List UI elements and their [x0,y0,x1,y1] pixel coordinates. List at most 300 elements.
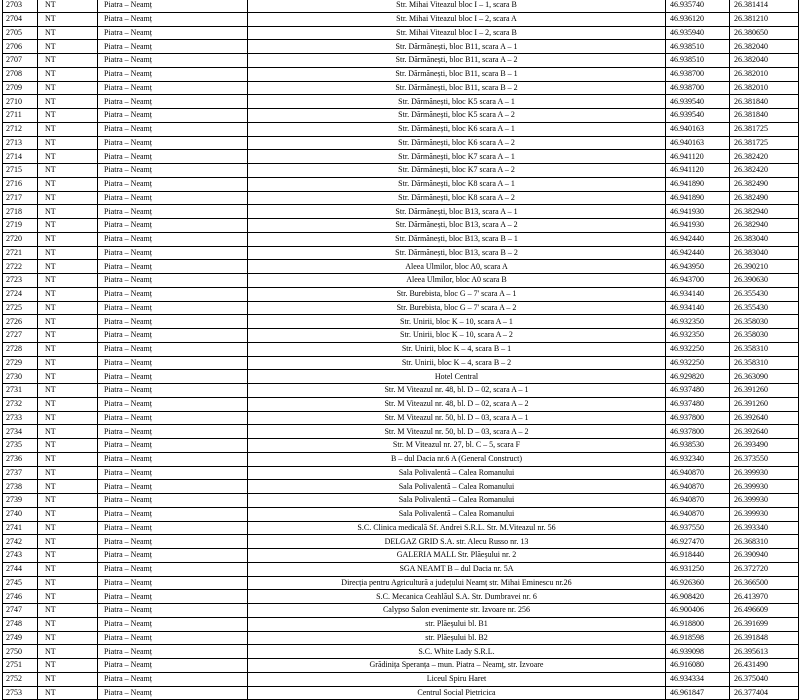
table-row [3,26,799,40]
longitude-cell: 26.382940 [730,219,799,233]
latitude-cell: 46.961847 [666,686,730,700]
row-number-cell: 2717 [3,191,38,205]
latitude-cell: 46.940870 [666,480,730,494]
locality-cell: Piatra – Neamț [98,425,248,439]
table-row [3,274,799,288]
table-row [3,109,799,123]
address-cell: Str. Dărmănești, bloc K8 scara A – 2 [248,191,666,205]
table-row [3,397,799,411]
row-number-cell: 2730 [3,370,38,384]
table-row [3,67,799,81]
locality-cell: Piatra – Neamț [98,397,248,411]
locality-cell: Piatra – Neamț [98,301,248,315]
locality-cell: Piatra – Neamț [98,26,248,40]
locality-cell: Piatra – Neamț [98,562,248,576]
county-code-cell: NT [38,659,98,673]
latitude-cell: 46.938510 [666,54,730,68]
county-code-cell: NT [38,219,98,233]
locality-cell: Piatra – Neamț [98,659,248,673]
latitude-cell: 46.937480 [666,397,730,411]
longitude-cell: 26.399930 [730,466,799,480]
table-row [3,150,799,164]
longitude-cell: 26.392640 [730,425,799,439]
latitude-cell: 46.918800 [666,617,730,631]
county-code-cell: NT [38,274,98,288]
latitude-cell: 46.942440 [666,232,730,246]
address-cell: Str. Burebista, bloc G – 7' scara A – 1 [248,287,666,301]
county-code-cell: NT [38,342,98,356]
longitude-cell: 26.380650 [730,26,799,40]
longitude-cell: 26.382420 [730,164,799,178]
county-code-cell: NT [38,356,98,370]
locality-cell: Piatra – Neamț [98,274,248,288]
address-cell: Str. Dărmănești, bloc K5 scara A – 1 [248,95,666,109]
latitude-cell: 46.927470 [666,535,730,549]
locality-cell: Piatra – Neamț [98,590,248,604]
longitude-cell: 26.381210 [730,12,799,26]
address-cell: Str. Dărmănești, bloc K6 scara A – 2 [248,136,666,150]
row-number-cell: 2728 [3,342,38,356]
county-code-cell: NT [38,397,98,411]
address-cell: Centrul Social Pietricica [248,686,666,700]
latitude-cell: 46.934140 [666,301,730,315]
address-cell: str. Plăeșului bl. B2 [248,631,666,645]
latitude-cell: 46.941930 [666,205,730,219]
table-row [3,617,799,631]
row-number-cell: 2732 [3,397,38,411]
row-number-cell: 2703 [3,0,38,12]
address-cell: Liceul Spiru Haret [248,672,666,686]
latitude-cell: 46.941930 [666,219,730,233]
address-cell: Str. Dărmănești, bloc B13, scara B – 2 [248,246,666,260]
table-row [3,232,799,246]
row-number-cell: 2707 [3,54,38,68]
locality-cell: Piatra – Neamț [98,686,248,700]
locality-cell: Piatra – Neamț [98,370,248,384]
longitude-cell: 26.358310 [730,342,799,356]
locality-cell: Piatra – Neamț [98,122,248,136]
table-row [3,122,799,136]
table-row [3,95,799,109]
table-row [3,604,799,618]
address-cell: Str. Dărmănești, bloc B11, scara A – 1 [248,40,666,54]
locality-cell: Piatra – Neamț [98,617,248,631]
row-number-cell: 2712 [3,122,38,136]
county-code-cell: NT [38,535,98,549]
row-number-cell: 2748 [3,617,38,631]
latitude-cell: 46.938510 [666,40,730,54]
county-code-cell: NT [38,576,98,590]
row-number-cell: 2743 [3,549,38,563]
county-code-cell: NT [38,109,98,123]
longitude-cell: 26.372720 [730,562,799,576]
address-cell: Str. M Viteazul nr. 50, bl. D – 03, scara A – 1 [248,411,666,425]
latitude-cell: 46.939098 [666,645,730,659]
address-cell: SGA NEAMT B – dul Dacia nr. 5A [248,562,666,576]
row-number-cell: 2741 [3,521,38,535]
locality-cell: Piatra – Neamț [98,384,248,398]
address-cell: Str. Unirii, bloc K – 10, scara A – 1 [248,315,666,329]
address-cell: Str. M Viteazul nr. 27, bl. C – 5, scara F [248,439,666,453]
county-code-cell: NT [38,329,98,343]
longitude-cell: 26.390630 [730,274,799,288]
locations-table [2,0,799,700]
address-cell: Direcția pentru Agricultură a județului Neamț str. Mihai Eminescu nr.26 [248,576,666,590]
county-code-cell: NT [38,136,98,150]
county-code-cell: NT [38,507,98,521]
locality-cell: Piatra – Neamț [98,452,248,466]
table-row [3,590,799,604]
row-number-cell: 2745 [3,576,38,590]
county-code-cell: NT [38,590,98,604]
address-cell: Str. Dărmănești, bloc B11, scara B – 2 [248,81,666,95]
address-cell: S.C. White Lady S.R.L. [248,645,666,659]
table-row [3,0,799,12]
locality-cell: Piatra – Neamț [98,287,248,301]
address-cell: Str. Dărmănești, bloc K7 scara A – 2 [248,164,666,178]
table-row [3,287,799,301]
table-row [3,136,799,150]
longitude-cell: 26.383040 [730,232,799,246]
latitude-cell: 46.932340 [666,452,730,466]
address-cell: Str. Unirii, bloc K – 4, scara B – 1 [248,342,666,356]
county-code-cell: NT [38,452,98,466]
latitude-cell: 46.941120 [666,150,730,164]
address-cell: S.C. Clinica medicală Sf. Andrei S.R.L. Str. M.Viteazul nr. 56 [248,521,666,535]
county-code-cell: NT [38,232,98,246]
table-row [3,672,799,686]
locality-cell: Piatra – Neamț [98,95,248,109]
row-number-cell: 2711 [3,109,38,123]
row-number-cell: 2719 [3,219,38,233]
locality-cell: Piatra – Neamț [98,164,248,178]
locality-cell: Piatra – Neamț [98,150,248,164]
county-code-cell: NT [38,562,98,576]
address-cell: Str. Dărmănești, bloc K5 scara A – 2 [248,109,666,123]
row-number-cell: 2738 [3,480,38,494]
address-cell: Str. Dărmănești, bloc K6 scara A – 1 [248,122,666,136]
longitude-cell: 26.381414 [730,0,799,12]
latitude-cell: 46.940163 [666,136,730,150]
table-row [3,549,799,563]
county-code-cell: NT [38,287,98,301]
locality-cell: Piatra – Neamț [98,356,248,370]
row-number-cell: 2726 [3,315,38,329]
latitude-cell: 46.934334 [666,672,730,686]
row-number-cell: 2720 [3,232,38,246]
county-code-cell: NT [38,384,98,398]
county-code-cell: NT [38,425,98,439]
address-cell: Str. Dărmănești, bloc K7 scara A – 1 [248,150,666,164]
table-row [3,439,799,453]
row-number-cell: 2705 [3,26,38,40]
locality-cell: Piatra – Neamț [98,439,248,453]
county-code-cell: NT [38,26,98,40]
longitude-cell: 26.363090 [730,370,799,384]
row-number-cell: 2740 [3,507,38,521]
row-number-cell: 2752 [3,672,38,686]
row-number-cell: 2716 [3,177,38,191]
address-cell: B – dul Dacia nr.6 A (General Construct) [248,452,666,466]
latitude-cell: 46.932250 [666,342,730,356]
table-row [3,521,799,535]
longitude-cell: 26.381840 [730,95,799,109]
county-code-cell: NT [38,0,98,12]
longitude-cell: 26.382040 [730,54,799,68]
address-cell: Str. Dărmănești, bloc B13, scara B – 1 [248,232,666,246]
latitude-cell: 46.900406 [666,604,730,618]
locality-cell: Piatra – Neamț [98,329,248,343]
county-code-cell: NT [38,12,98,26]
longitude-cell: 26.393490 [730,439,799,453]
table-row [3,40,799,54]
latitude-cell: 46.938530 [666,439,730,453]
row-number-cell: 2725 [3,301,38,315]
longitude-cell: 26.391699 [730,617,799,631]
county-code-cell: NT [38,177,98,191]
latitude-cell: 46.918598 [666,631,730,645]
row-number-cell: 2710 [3,95,38,109]
latitude-cell: 46.932250 [666,356,730,370]
row-number-cell: 2736 [3,452,38,466]
county-code-cell: NT [38,164,98,178]
address-cell: GALERIA MALL Str. Plăeșului nr. 2 [248,549,666,563]
table-row [3,329,799,343]
latitude-cell: 46.935940 [666,26,730,40]
locality-cell: Piatra – Neamț [98,177,248,191]
address-cell: Sala Polivalentă – Calea Romanului [248,507,666,521]
row-number-cell: 2714 [3,150,38,164]
county-code-cell: NT [38,67,98,81]
county-code-cell: NT [38,301,98,315]
row-number-cell: 2742 [3,535,38,549]
row-number-cell: 2715 [3,164,38,178]
row-number-cell: 2747 [3,604,38,618]
table-row [3,260,799,274]
county-code-cell: NT [38,191,98,205]
longitude-cell: 26.431490 [730,659,799,673]
county-code-cell: NT [38,246,98,260]
table-row [3,452,799,466]
longitude-cell: 26.381840 [730,109,799,123]
county-code-cell: NT [38,645,98,659]
locality-cell: Piatra – Neamț [98,507,248,521]
address-cell: Str. Burebista, bloc G – 7' scara A – 2 [248,301,666,315]
table-row [3,191,799,205]
address-cell: Str. M Viteazul nr. 50, bl. D – 03, scara A – 2 [248,425,666,439]
longitude-cell: 26.399930 [730,480,799,494]
row-number-cell: 2746 [3,590,38,604]
row-number-cell: 2739 [3,494,38,508]
row-number-cell: 2744 [3,562,38,576]
row-number-cell: 2727 [3,329,38,343]
latitude-cell: 46.941890 [666,191,730,205]
table-row [3,645,799,659]
latitude-cell: 46.937800 [666,411,730,425]
locality-cell: Piatra – Neamț [98,191,248,205]
row-number-cell: 2733 [3,411,38,425]
table-row [3,342,799,356]
table-row [3,631,799,645]
locality-cell: Piatra – Neamț [98,576,248,590]
address-cell: Sala Polivalentă – Calea Romanului [248,494,666,508]
address-cell: Str. Dărmănești, bloc B11, scara A – 2 [248,54,666,68]
longitude-cell: 26.382490 [730,191,799,205]
latitude-cell: 46.941890 [666,177,730,191]
table-row [3,425,799,439]
table-row [3,659,799,673]
longitude-cell: 26.391848 [730,631,799,645]
table-row [3,686,799,700]
longitude-cell: 26.382490 [730,177,799,191]
locality-cell: Piatra – Neamț [98,109,248,123]
latitude-cell: 46.938700 [666,67,730,81]
latitude-cell: 46.940870 [666,507,730,521]
latitude-cell: 46.939540 [666,109,730,123]
locality-cell: Piatra – Neamț [98,315,248,329]
longitude-cell: 26.382420 [730,150,799,164]
locality-cell: Piatra – Neamț [98,631,248,645]
county-code-cell: NT [38,439,98,453]
longitude-cell: 26.382040 [730,40,799,54]
longitude-cell: 26.382010 [730,67,799,81]
row-number-cell: 2722 [3,260,38,274]
row-number-cell: 2706 [3,40,38,54]
address-cell: Str. M Viteazul nr. 48, bl. D – 02, scara A – 2 [248,397,666,411]
locality-cell: Piatra – Neamț [98,136,248,150]
county-code-cell: NT [38,604,98,618]
longitude-cell: 26.358030 [730,315,799,329]
table-row [3,315,799,329]
longitude-cell: 26.395613 [730,645,799,659]
locality-cell: Piatra – Neamț [98,54,248,68]
row-number-cell: 2704 [3,12,38,26]
locality-cell: Piatra – Neamț [98,521,248,535]
county-code-cell: NT [38,494,98,508]
row-number-cell: 2718 [3,205,38,219]
address-cell: S.C. Mecanica Ceahlăul S.A. Str. Dumbravei nr. 6 [248,590,666,604]
locality-cell: Piatra – Neamț [98,672,248,686]
county-code-cell: NT [38,466,98,480]
latitude-cell: 46.939540 [666,95,730,109]
longitude-cell: 26.358310 [730,356,799,370]
table-row [3,466,799,480]
table-row [3,370,799,384]
table-row [3,562,799,576]
table-row [3,411,799,425]
latitude-cell: 46.918440 [666,549,730,563]
county-code-cell: NT [38,480,98,494]
longitude-cell: 26.358030 [730,329,799,343]
row-number-cell: 2708 [3,67,38,81]
row-number-cell: 2713 [3,136,38,150]
longitude-cell: 26.381725 [730,122,799,136]
longitude-cell: 26.399930 [730,494,799,508]
county-code-cell: NT [38,686,98,700]
longitude-cell: 26.368310 [730,535,799,549]
latitude-cell: 46.941120 [666,164,730,178]
table-row [3,246,799,260]
longitude-cell: 26.399930 [730,507,799,521]
locality-cell: Piatra – Neamț [98,246,248,260]
locality-cell: Piatra – Neamț [98,232,248,246]
row-number-cell: 2721 [3,246,38,260]
address-cell: Str. Mihai Viteazul bloc I – 1, scara B [248,0,666,12]
latitude-cell: 46.940870 [666,494,730,508]
longitude-cell: 26.392640 [730,411,799,425]
address-cell: Sala Polivalentă – Calea Romanului [248,480,666,494]
table-row [3,507,799,521]
address-cell: Str. M Viteazul nr. 48, bl. D – 02, scara A – 1 [248,384,666,398]
county-code-cell: NT [38,95,98,109]
table-row [3,494,799,508]
locality-cell: Piatra – Neamț [98,645,248,659]
table-row [3,535,799,549]
latitude-cell: 46.936120 [666,12,730,26]
longitude-cell: 26.391260 [730,384,799,398]
longitude-cell: 26.390940 [730,549,799,563]
table-row [3,219,799,233]
longitude-cell: 26.366500 [730,576,799,590]
locality-cell: Piatra – Neamț [98,260,248,274]
address-cell: Str. Unirii, bloc K – 4, scara B – 2 [248,356,666,370]
address-cell: Str. Mihai Viteazul bloc I – 2, scara A [248,12,666,26]
locality-cell: Piatra – Neamț [98,205,248,219]
locality-cell: Piatra – Neamț [98,0,248,12]
locality-cell: Piatra – Neamț [98,219,248,233]
table-row [3,205,799,219]
row-number-cell: 2750 [3,645,38,659]
locality-cell: Piatra – Neamț [98,40,248,54]
latitude-cell: 46.937800 [666,425,730,439]
longitude-cell: 26.413970 [730,590,799,604]
locality-cell: Piatra – Neamț [98,411,248,425]
latitude-cell: 46.937550 [666,521,730,535]
latitude-cell: 46.937480 [666,384,730,398]
address-cell: Grădinița Speranța – mun. Piatra – Neamț, str. Izvoare [248,659,666,673]
county-code-cell: NT [38,411,98,425]
county-code-cell: NT [38,521,98,535]
county-code-cell: NT [38,150,98,164]
table-row [3,164,799,178]
longitude-cell: 26.393340 [730,521,799,535]
latitude-cell: 46.929820 [666,370,730,384]
latitude-cell: 46.935740 [666,0,730,12]
row-number-cell: 2734 [3,425,38,439]
latitude-cell: 46.932350 [666,315,730,329]
latitude-cell: 46.943950 [666,260,730,274]
county-code-cell: NT [38,549,98,563]
longitude-cell: 26.496609 [730,604,799,618]
table-row [3,12,799,26]
latitude-cell: 46.908420 [666,590,730,604]
address-cell: DELGAZ GRID S.A. str. Alecu Russo nr. 13 [248,535,666,549]
row-number-cell: 2751 [3,659,38,673]
address-cell: Sala Polivalentă – Calea Romanului [248,466,666,480]
address-cell: Str. Dărmănești, bloc B13, scara A – 1 [248,205,666,219]
county-code-cell: NT [38,631,98,645]
locality-cell: Piatra – Neamț [98,342,248,356]
address-cell: Str. Dărmănești, bloc K8 scara A – 1 [248,177,666,191]
address-cell: Aleea Ulmilor, bloc A0 scara B [248,274,666,288]
longitude-cell: 26.355430 [730,301,799,315]
table-row [3,356,799,370]
table-row [3,384,799,398]
row-number-cell: 2749 [3,631,38,645]
county-code-cell: NT [38,617,98,631]
row-number-cell: 2729 [3,356,38,370]
address-cell: Str. Dărmănești, bloc B13, scara A – 2 [248,219,666,233]
